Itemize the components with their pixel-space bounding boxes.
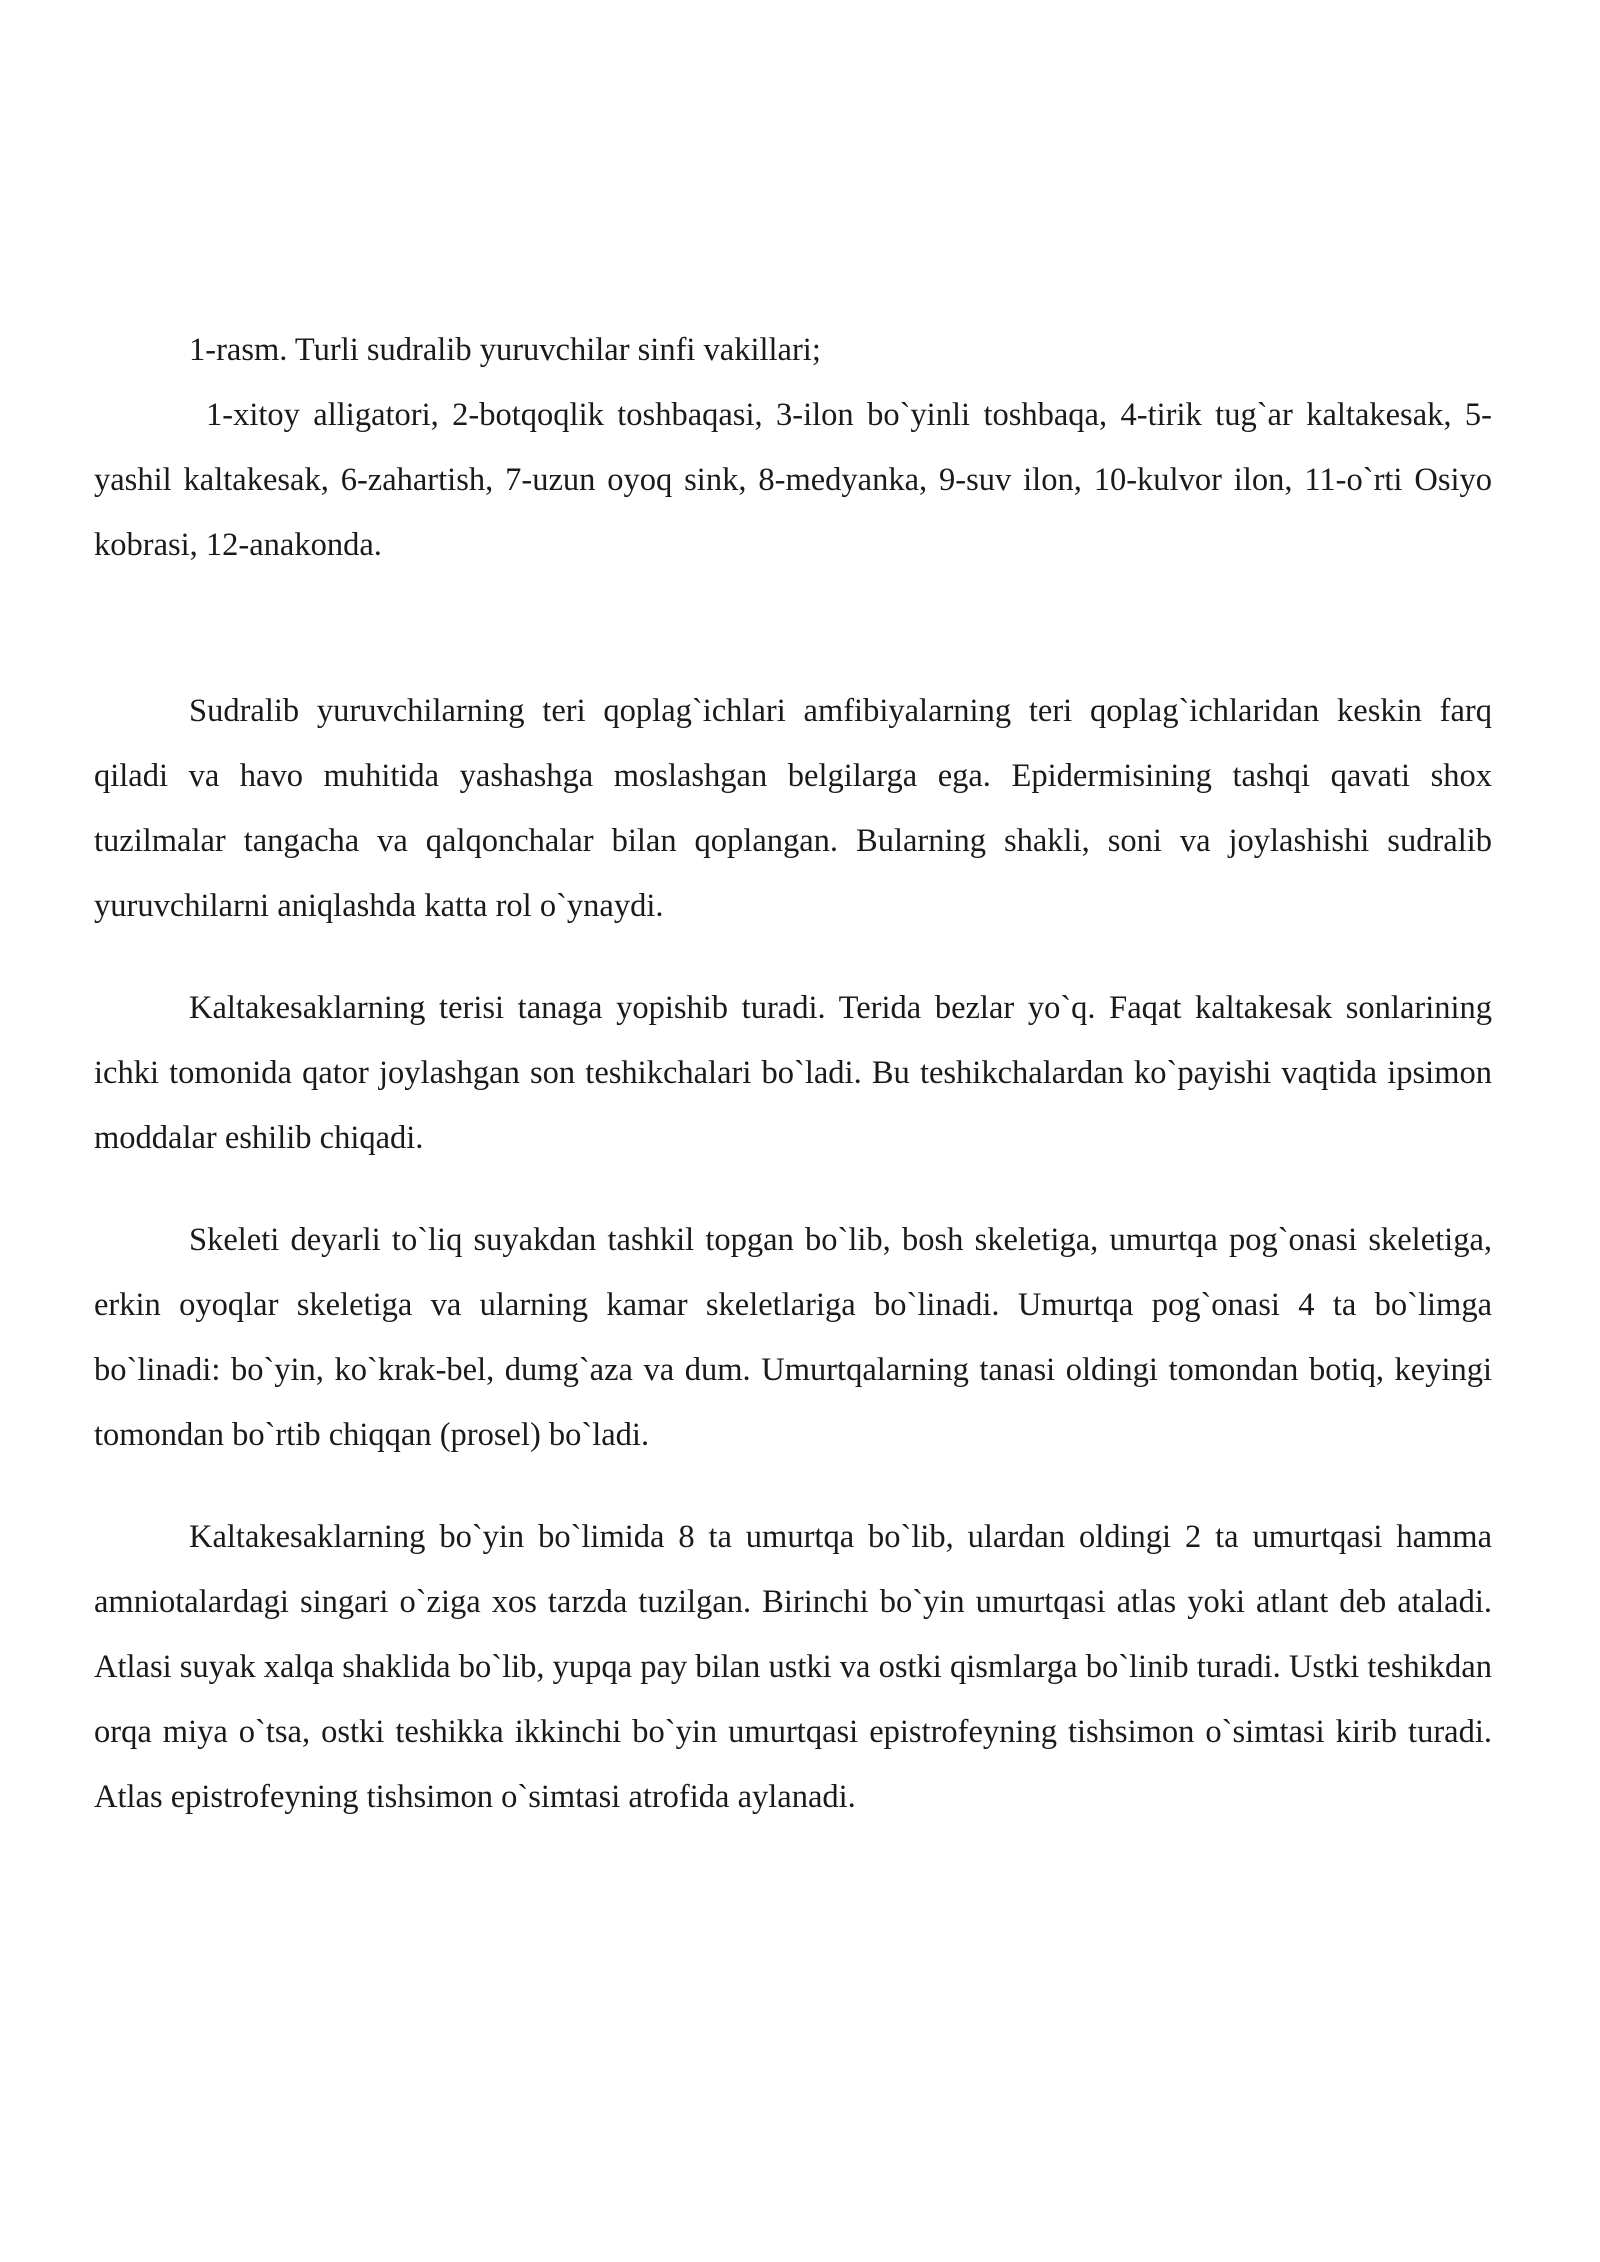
figure-caption-list: 1-xitoy alligatori, 2-botqoqlik toshbaqasi, 3-ilon bo`yinli toshbaqa, 4-tirik tug`ar kaltakesak, 5-yashil kaltakesak, 6-zahartish, 7-uzun oyoq sink, 8-medyanka, 9-suv ilon, 10-kulvor ilon, 11-o`rti Osiyo kobrasi, 12-anakonda. xyxy=(94,397,1492,563)
paragraph-lizard-skin: Kaltakesaklarning terisi tanaga yopishib turadi. Terida bezlar yo`q. Faqat kaltakesak sonlarining ichki tomonida qator joylashgan son teshikchalari bo`ladi. Bu teshikchalardan ko`payishi vaqtida ipsimon moddalar eshilib chiqadi. xyxy=(94,990,1492,1156)
paragraph-neck-vertebrae: Kaltakesaklarning bo`yin bo`limida 8 ta umurtqa bo`lib, ulardan oldingi 2 ta umurtqasi hamma amniotalardagi singari o`ziga xos tarzda tuzilgan. Birinchi bo`yin umurtqasi atlas yoki atlant deb ataladi. Atlasi suyak xalqa shaklida bo`lib, yupqa pay bilan ustki va ostki qismlarga bo`linib turadi. Ustki teshikdan orqa miya o`tsa, ostki teshikka ikkinchi bo`yin umurtqasi epistrofeyning tishsimon o`simtasi kirib turadi. Atlas epistrofeyning tishsimon o`simtasi atrofida aylanadi. xyxy=(94,1519,1492,1815)
spacer xyxy=(94,1468,1492,1505)
paragraph-skeleton: Skeleti deyarli to`liq suyakdan tashkil topgan bo`lib, bosh skeletiga, umurtqa pog`onasi skeletiga, erkin oyoqlar skeletiga va ularning kamar skeletlariga bo`linadi. Umurtqa pog`onasi 4 ta bo`limga bo`linadi: bo`yin, ko`krak-bel, dumg`aza va dum. Umurtqalarning tanasi oldingi tomondan botiq, keyingi tomondan bo`rtib chiqqan (prosel) bo`ladi. xyxy=(94,1222,1492,1453)
paragraph-skin: Sudralib yuruvchilarning teri qoplag`ichlari amfibiyalarning teri qoplag`ichlaridan keskin farq qiladi va havo muhitida yashashga moslashgan belgilarga ega. Epidermisining tashqi qavati shox tuzilmalar tangacha va qalqonchalar bilan qoplangan. Bularning shakli, soni va joylashishi sudralib yuruvchilarni aniqlashda katta rol o`ynaydi. xyxy=(94,693,1492,924)
spacer xyxy=(94,578,1492,679)
spacer xyxy=(94,1171,1492,1208)
figure-caption-title: 1-rasm. Turli sudralib yuruvchilar sinfi vakillari; xyxy=(189,332,821,368)
spacer xyxy=(94,939,1492,976)
document-page xyxy=(94,318,1492,1830)
